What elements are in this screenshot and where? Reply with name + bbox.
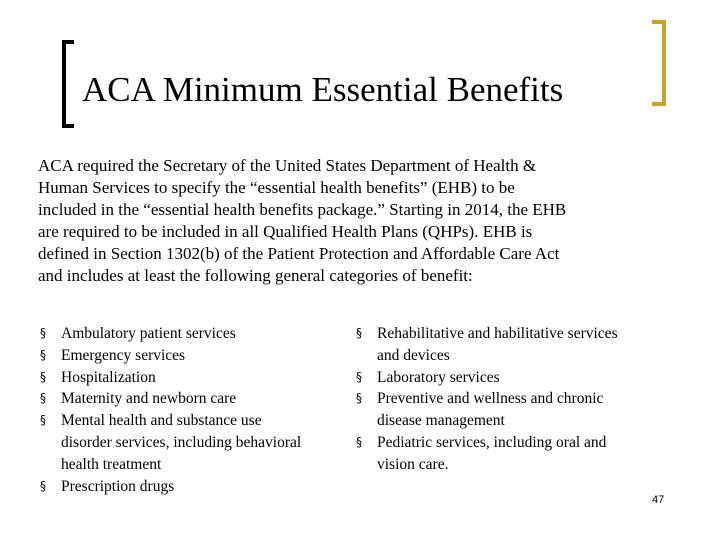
list-item-text: Mental health and substance use <box>61 412 262 430</box>
list-item-text: disease management <box>377 412 505 430</box>
intro-line: included in the “essential health benefits package.” Starting in 2014, the EHB <box>38 200 567 219</box>
list-item-text: health treatment <box>61 455 162 473</box>
list-item-text: Laboratory services <box>377 368 500 386</box>
list-item-text: Rehabilitative and habilitative services <box>377 325 618 342</box>
intro-line: ACA required the Secretary of the United States Department of Health & <box>38 156 537 175</box>
bullet-icon: § <box>40 369 46 384</box>
page-number: 47 <box>652 494 665 506</box>
intro-paragraph <box>38 155 678 287</box>
bullet-icon: § <box>356 369 362 384</box>
bullet-icon: § <box>40 478 46 493</box>
intro-line: are required to be included in all Qualified Health Plans (QHPs). EHB is <box>38 222 533 241</box>
bullet-icon: § <box>356 434 362 449</box>
list-item-text: Ambulatory patient services <box>61 325 236 342</box>
list-item <box>40 345 340 367</box>
list-item-text: and devices <box>377 346 450 364</box>
intro-line: defined in Section 1302(b) of the Patient Protection and Affordable Care Act <box>38 244 560 263</box>
list-item <box>356 367 686 389</box>
title-bracket-left <box>62 40 74 128</box>
list-item <box>40 476 340 498</box>
list-item-text: Prescription drugs <box>61 477 175 495</box>
bullet-icon: § <box>356 391 362 406</box>
list-item-text: Maternity and newborn care <box>61 390 237 408</box>
intro-line: Human Services to specify the “essential health benefits” (EHB) to be <box>38 178 515 197</box>
bullet-icon: § <box>40 391 46 406</box>
benefit-list-right <box>356 323 686 476</box>
list-item <box>40 367 340 389</box>
list-item <box>356 323 686 367</box>
list-item-text: Emergency services <box>61 346 186 364</box>
title-bracket-right <box>652 20 666 106</box>
list-item-text: Pediatric services, including oral and <box>377 433 607 451</box>
list-item-text: disorder services, including behavioral <box>61 433 302 451</box>
list-item-text: vision care. <box>377 455 449 473</box>
benefit-list-left <box>40 323 340 497</box>
list-item <box>40 410 340 475</box>
list-item-text: Preventive and wellness and chronic <box>377 390 604 408</box>
list-item <box>356 432 686 476</box>
bullet-icon: § <box>40 413 46 428</box>
list-item <box>40 388 340 410</box>
bullet-icon: § <box>40 326 46 340</box>
bullet-icon: § <box>356 326 362 340</box>
list-item-text: Hospitalization <box>61 368 156 386</box>
slide-title: ACA Minimum Essential Benefits <box>82 70 564 109</box>
bullet-icon: § <box>40 347 46 362</box>
list-item <box>356 388 686 432</box>
intro-line: and includes at least the following general categories of benefit: <box>38 266 473 285</box>
list-item <box>40 323 340 345</box>
